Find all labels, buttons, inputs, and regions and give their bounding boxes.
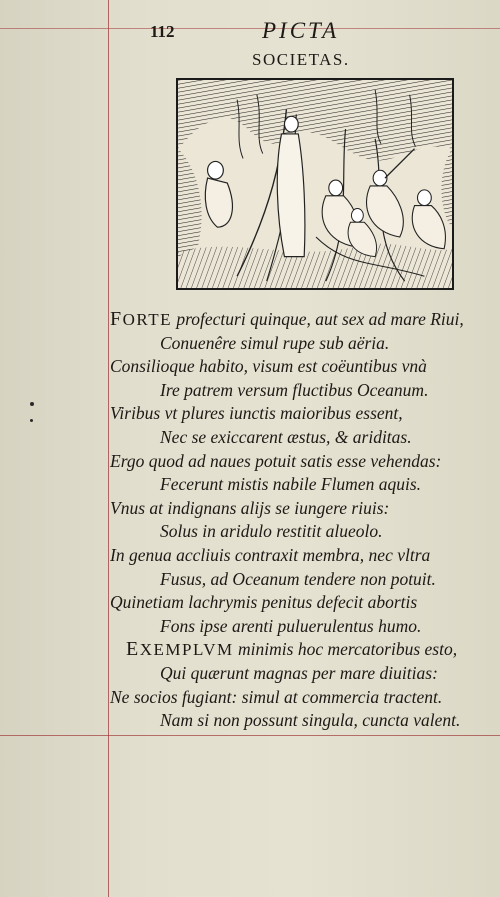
small-caps-word: XEMPLVM: [139, 640, 234, 660]
verse-line: [110, 379, 495, 403]
verse-line: [110, 662, 495, 686]
verse-text: Consilioque habito, visum est coëuntibus vnà: [110, 356, 427, 377]
ink-mark: [30, 402, 34, 406]
verse-line: [110, 638, 495, 662]
verse-line: [110, 686, 495, 710]
verse-line: [110, 568, 495, 592]
running-head: PICTA: [262, 18, 340, 43]
margin-rule-bottom: [0, 735, 500, 736]
verse-text: profecturi quinque, aut sex ad mare Riui,: [172, 309, 464, 329]
small-caps-lead: [110, 310, 172, 329]
verse-text: Nam si non possunt singula, cuncta valent.: [160, 710, 461, 731]
verse-text: Qui quærunt magnas per mare diuitias:: [160, 662, 438, 683]
verse-line: [110, 520, 495, 544]
verse-text: Nec se exiccarent æstus, & ariditas.: [160, 426, 412, 447]
verse-text: Ne socios fugiant: simul at commercia tractent.: [110, 686, 443, 707]
emblem-motto: SOCIETAS.: [252, 50, 350, 69]
verse-text: Solus in aridulo restitit alueolo.: [160, 521, 383, 542]
verse-line: [110, 709, 495, 733]
ink-mark: [30, 419, 33, 422]
small-caps-word: ORTE: [122, 310, 172, 329]
verse-line: [110, 473, 495, 497]
verse-line: [110, 332, 495, 356]
verse-line: [110, 402, 495, 426]
verse-text: Ire patrem versum fluctibus Oceanum.: [160, 379, 429, 400]
verse-text: Fecerunt mistis nabile Flumen aquis.: [160, 474, 422, 495]
initial-letter: F: [110, 308, 123, 330]
verse-line: [110, 544, 495, 568]
verse-line: [110, 308, 495, 332]
verse-text: Vnus at indignans alijs se iungere riuis:: [110, 497, 390, 518]
verse-text: Fons ipse arenti puluerulentus humo.: [160, 615, 422, 636]
verse-line: [110, 450, 495, 474]
verse-line: [110, 497, 495, 521]
woodcut-illustration-icon: [176, 78, 454, 290]
verse-text: In genua accliuis contraxit membra, nec vltra: [110, 544, 431, 565]
verse-text: Fusus, ad Oceanum tendere non potuit.: [160, 568, 436, 589]
verse-text: Conuenêre simul rupe sub aëria.: [160, 332, 390, 353]
verse-line: [110, 426, 495, 450]
verse-line: [110, 591, 495, 615]
verse-text: Viribus vt plures iunctis maioribus essent,: [110, 403, 403, 424]
verse-text: minimis hoc mercatoribus esto,: [233, 639, 458, 660]
page-number: 112: [150, 22, 175, 41]
margin-rule-vertical: [108, 0, 109, 897]
initial-letter: E: [126, 638, 140, 661]
verse-text: Ergo quod ad naues potuit satis esse vehendas:: [110, 450, 442, 471]
margin-rule-top: [0, 28, 500, 29]
verse-line: [110, 615, 495, 639]
verse-line: [110, 355, 495, 379]
verse-text: Quinetiam lachrymis penitus defecit abortis: [110, 592, 418, 613]
emblem-verse: [110, 308, 495, 733]
small-caps-lead: [126, 640, 234, 659]
